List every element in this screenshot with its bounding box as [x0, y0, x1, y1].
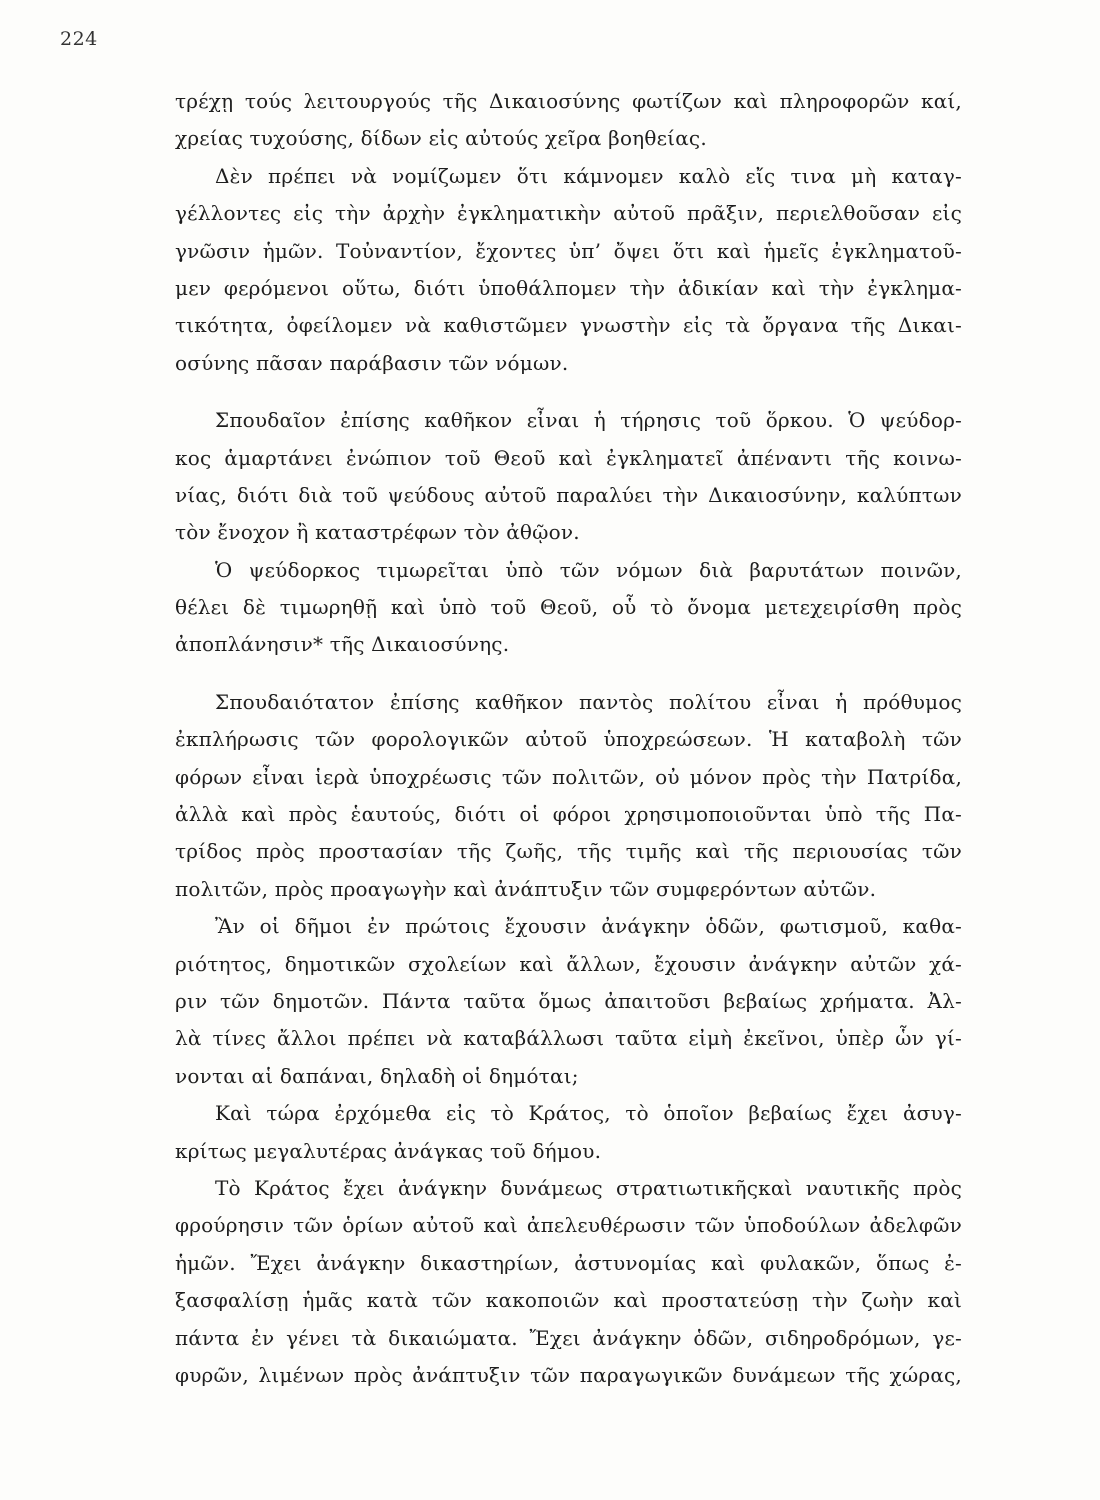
- paragraph-gap: [175, 382, 962, 402]
- text-line: τρέχῃ τούς λειτουργούς τῆς Δικαιοσύνης φωτίζων καὶ πληροφορῶν καί,: [175, 89, 962, 113]
- text-line: νονται αἱ δαπάναι, δηλαδὴ οἱ δημόται;: [175, 1063, 579, 1088]
- text-line: ἐκπλήρωσις τῶν φορολογικῶν αὐτοῦ ὑποχρεώσεων. Ἡ καταβολὴ τῶν: [175, 727, 962, 752]
- page-number: 224: [60, 28, 98, 50]
- text-line: ἀλλὰ καὶ πρὸς ἑαυτούς, διότι οἱ φόροι χρησιμοποιοῦνται ὑπὸ τῆς Πα-: [175, 802, 962, 827]
- text-line: ξασφαλίσῃ ἡμᾶς κατὰ τῶν κακοποιῶν καὶ προστατεύσῃ τὴν ζωὴν καὶ: [175, 1288, 962, 1313]
- text-line: Τὸ Κράτος ἔχει ἀνάγκην δυνάμεως στρατιωτικῆςκαὶ ναυτικῆς πρὸς: [215, 1175, 962, 1200]
- text-line: πολιτῶν, πρὸς προαγωγὴν καὶ ἀνάπτυξιν τῶν συμφερόντων αὐτῶν.: [175, 876, 877, 901]
- text-line: νίας, διότι διὰ τοῦ ψεύδους αὐτοῦ παραλύει τὴν Δικαιοσύνην, καλύπτων: [175, 482, 962, 507]
- text-line: κος ἁμαρτάνει ἐνώπιον τοῦ Θεοῦ καὶ ἐγκληματεῖ ἀπέναντι τῆς κοινω-: [175, 445, 962, 470]
- text-line: Δὲν πρέπει νὰ νομίζωμεν ὅτι κάμνομεν καλὸ εἴς τινα μὴ καταγ-: [215, 163, 962, 188]
- text-line: μεν φερόμενοι οὕτω, διότι ὑποθάλπομεν τὴν ἀδικίαν καὶ τὴν ἐγκλημα-: [175, 275, 962, 300]
- text-line: φόρων εἶναι ἱερὰ ὑποχρέωσις τῶν πολιτῶν, οὐ μόνον πρὸς τὴν Πατρίδα,: [175, 764, 962, 789]
- text-line: γνῶσιν ἡμῶν. Τοὐναντίον, ἔχοντες ὑπ’ ὄψει ὅτι καὶ ἡμεῖς ἐγκληματοῦ-: [175, 238, 962, 263]
- text-line: οσύνης πᾶσαν παράβασιν τῶν νόμων.: [175, 350, 569, 375]
- text-line: λὰ τίνες ἄλλοι πρέπει νὰ καταβάλλωσι ταῦτα εἰμὴ ἐκεῖνοι, ὑπὲρ ὧν γί-: [175, 1026, 962, 1051]
- text-line: ριν τῶν δημοτῶν. Πάντα ταῦτα ὅμως ἀπαιτοῦσι βεβαίως χρήματα. Ἀλ-: [175, 988, 962, 1013]
- text-line: θέλει δὲ τιμωρηθῇ καὶ ὑπὸ τοῦ Θεοῦ, οὗ τὸ ὄνομα μετεχειρίσθη πρὸς: [175, 595, 962, 620]
- body-text: [175, 83, 962, 1394]
- text-line: ριότητος, δημοτικῶν σχολείων καὶ ἄλλων, ἔχουσιν ἀνάγκην αὐτῶν χά-: [175, 951, 962, 976]
- text-line: Σπουδαῖον ἐπίσης καθῆκον εἶναι ἡ τήρησις τοῦ ὅρκου. Ὁ ψεύδορ-: [215, 408, 962, 433]
- text-line: τικότητα, ὀφείλομεν νὰ καθιστῶμεν γνωστὴν εἰς τὰ ὄργανα τῆς Δικαι-: [175, 313, 962, 338]
- text-line: Καὶ τώρα ἐρχόμεθα εἰς τὸ Κράτος, τὸ ὁποῖον βεβαίως ἔχει ἀσυγ-: [215, 1101, 962, 1126]
- text-line: φρούρησιν τῶν ὁρίων αὐτοῦ καὶ ἀπελευθέρωσιν τῶν ὑποδούλων ἀδελφῶν: [175, 1213, 962, 1238]
- paragraph-gap: [175, 664, 962, 684]
- text-line: πάντα ἐν γένει τὰ δικαιώματα. Ἔχει ἀνάγκην ὁδῶν, σιδηροδρόμων, γε-: [175, 1325, 962, 1350]
- text-line: χρείας τυχούσης, δίδων εἰς αὐτούς χεῖρα βοηθείας.: [175, 126, 707, 151]
- text-line: ἀποπλάνησιν* τῆς Δικαιοσύνης.: [175, 632, 510, 657]
- text-line: τὸν ἔνοχον ἢ καταστρέφων τὸν ἀθῷον.: [175, 520, 580, 545]
- text-line: κρίτως μεγαλυτέρας ἀνάγκας τοῦ δήμου.: [175, 1138, 602, 1163]
- text-line: φυρῶν, λιμένων πρὸς ἀνάπτυξιν τῶν παραγωγικῶν δυνάμεων τῆς χώρας,: [175, 1362, 962, 1387]
- text-line: Ἂν οἱ δῆμοι ἐν πρώτοις ἔχουσιν ἀνάγκην ὁδῶν, φωτισμοῦ, καθα-: [215, 914, 962, 939]
- text-line: Ὁ ψεύδορκος τιμωρεῖται ὑπὸ τῶν νόμων διὰ βαρυτάτων ποινῶν,: [215, 557, 962, 582]
- text-line: ἡμῶν. Ἔχει ἀνάγκην δικαστηρίων, ἀστυνομίας καὶ φυλακῶν, ὅπως ἐ-: [175, 1250, 962, 1275]
- text-line: τρίδος πρὸς προστασίαν τῆς ζωῆς, τῆς τιμῆς καὶ τῆς περιουσίας τῶν: [175, 839, 962, 864]
- text-line: Σπουδαιότατον ἐπίσης καθῆκον παντὸς πολίτου εἶναι ἡ πρόθυμος: [215, 689, 962, 714]
- text-line: γέλλοντες εἰς τὴν ἀρχὴν ἐγκληματικὴν αὐτοῦ πρᾶξιν, περιελθοῦσαν εἰς: [175, 201, 962, 226]
